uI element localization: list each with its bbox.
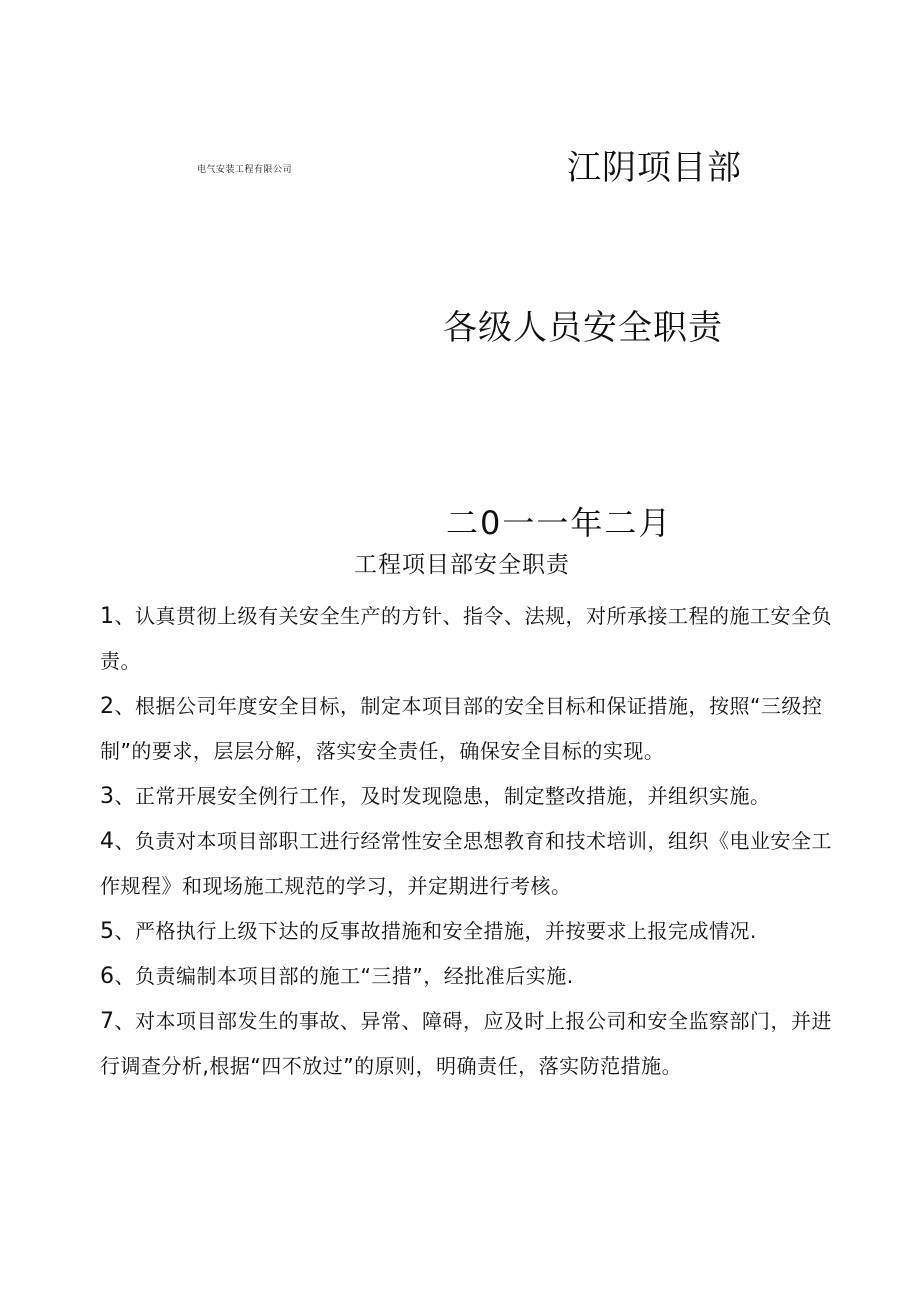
- item-number: 5: [100, 919, 115, 944]
- list-item: [100, 594, 845, 684]
- document-title: 各级人员安全职责: [443, 308, 723, 348]
- item-number: 6: [100, 964, 115, 989]
- list-item: [100, 774, 845, 819]
- item-number: 7: [100, 1009, 115, 1034]
- item-text: 、根据公司年度安全目标，制定本项目部的安全目标和保证措施，按照“三级控制”的要求，层层分解，落实安全责任，确保安全目标的实现。: [100, 694, 823, 763]
- list-item: [100, 999, 845, 1089]
- item-number: 3: [100, 784, 115, 809]
- company-name: 电气安装工程有限公司: [197, 165, 293, 175]
- list-item: [100, 819, 845, 909]
- item-number: 1: [100, 604, 115, 629]
- item-text: 、对本项目部发生的事故、异常、障碍，应及时上报公司和安全监察部门，并进行调查分析,根据“四不放过”的原则，明确责任，落实防范措施。: [100, 1009, 832, 1078]
- section-heading: 工程项目部安全职责: [354, 552, 570, 578]
- list-item: [100, 684, 845, 774]
- document-date: 二0一一年二月: [446, 504, 673, 542]
- item-number: 4: [100, 829, 115, 854]
- project-department-title: 江阴项目部: [567, 148, 742, 188]
- item-number: 2: [100, 694, 115, 719]
- item-text: 、严格执行上级下达的反事故措施和安全措施，并按要求上报完成情况.: [114, 919, 757, 943]
- item-text: 、正常开展安全例行工作，及时发现隐患，制定整改措施，并组织实施。: [114, 784, 771, 808]
- item-text: 、认真贯彻上级有关安全生产的方针、指令、法规，对所承接工程的施工安全负责。: [100, 604, 832, 673]
- responsibility-list: [100, 594, 845, 1089]
- list-item: [100, 954, 845, 999]
- item-text: 、负责对本项目部职工进行经常性安全思想教育和技术培训，组织《电业安全工作规程》和现场施工规范的学习，并定期进行考核。: [100, 829, 832, 898]
- item-text: 、负责编制本项目部的施工“三措”，经批准后实施.: [114, 964, 574, 988]
- list-item: [100, 909, 845, 954]
